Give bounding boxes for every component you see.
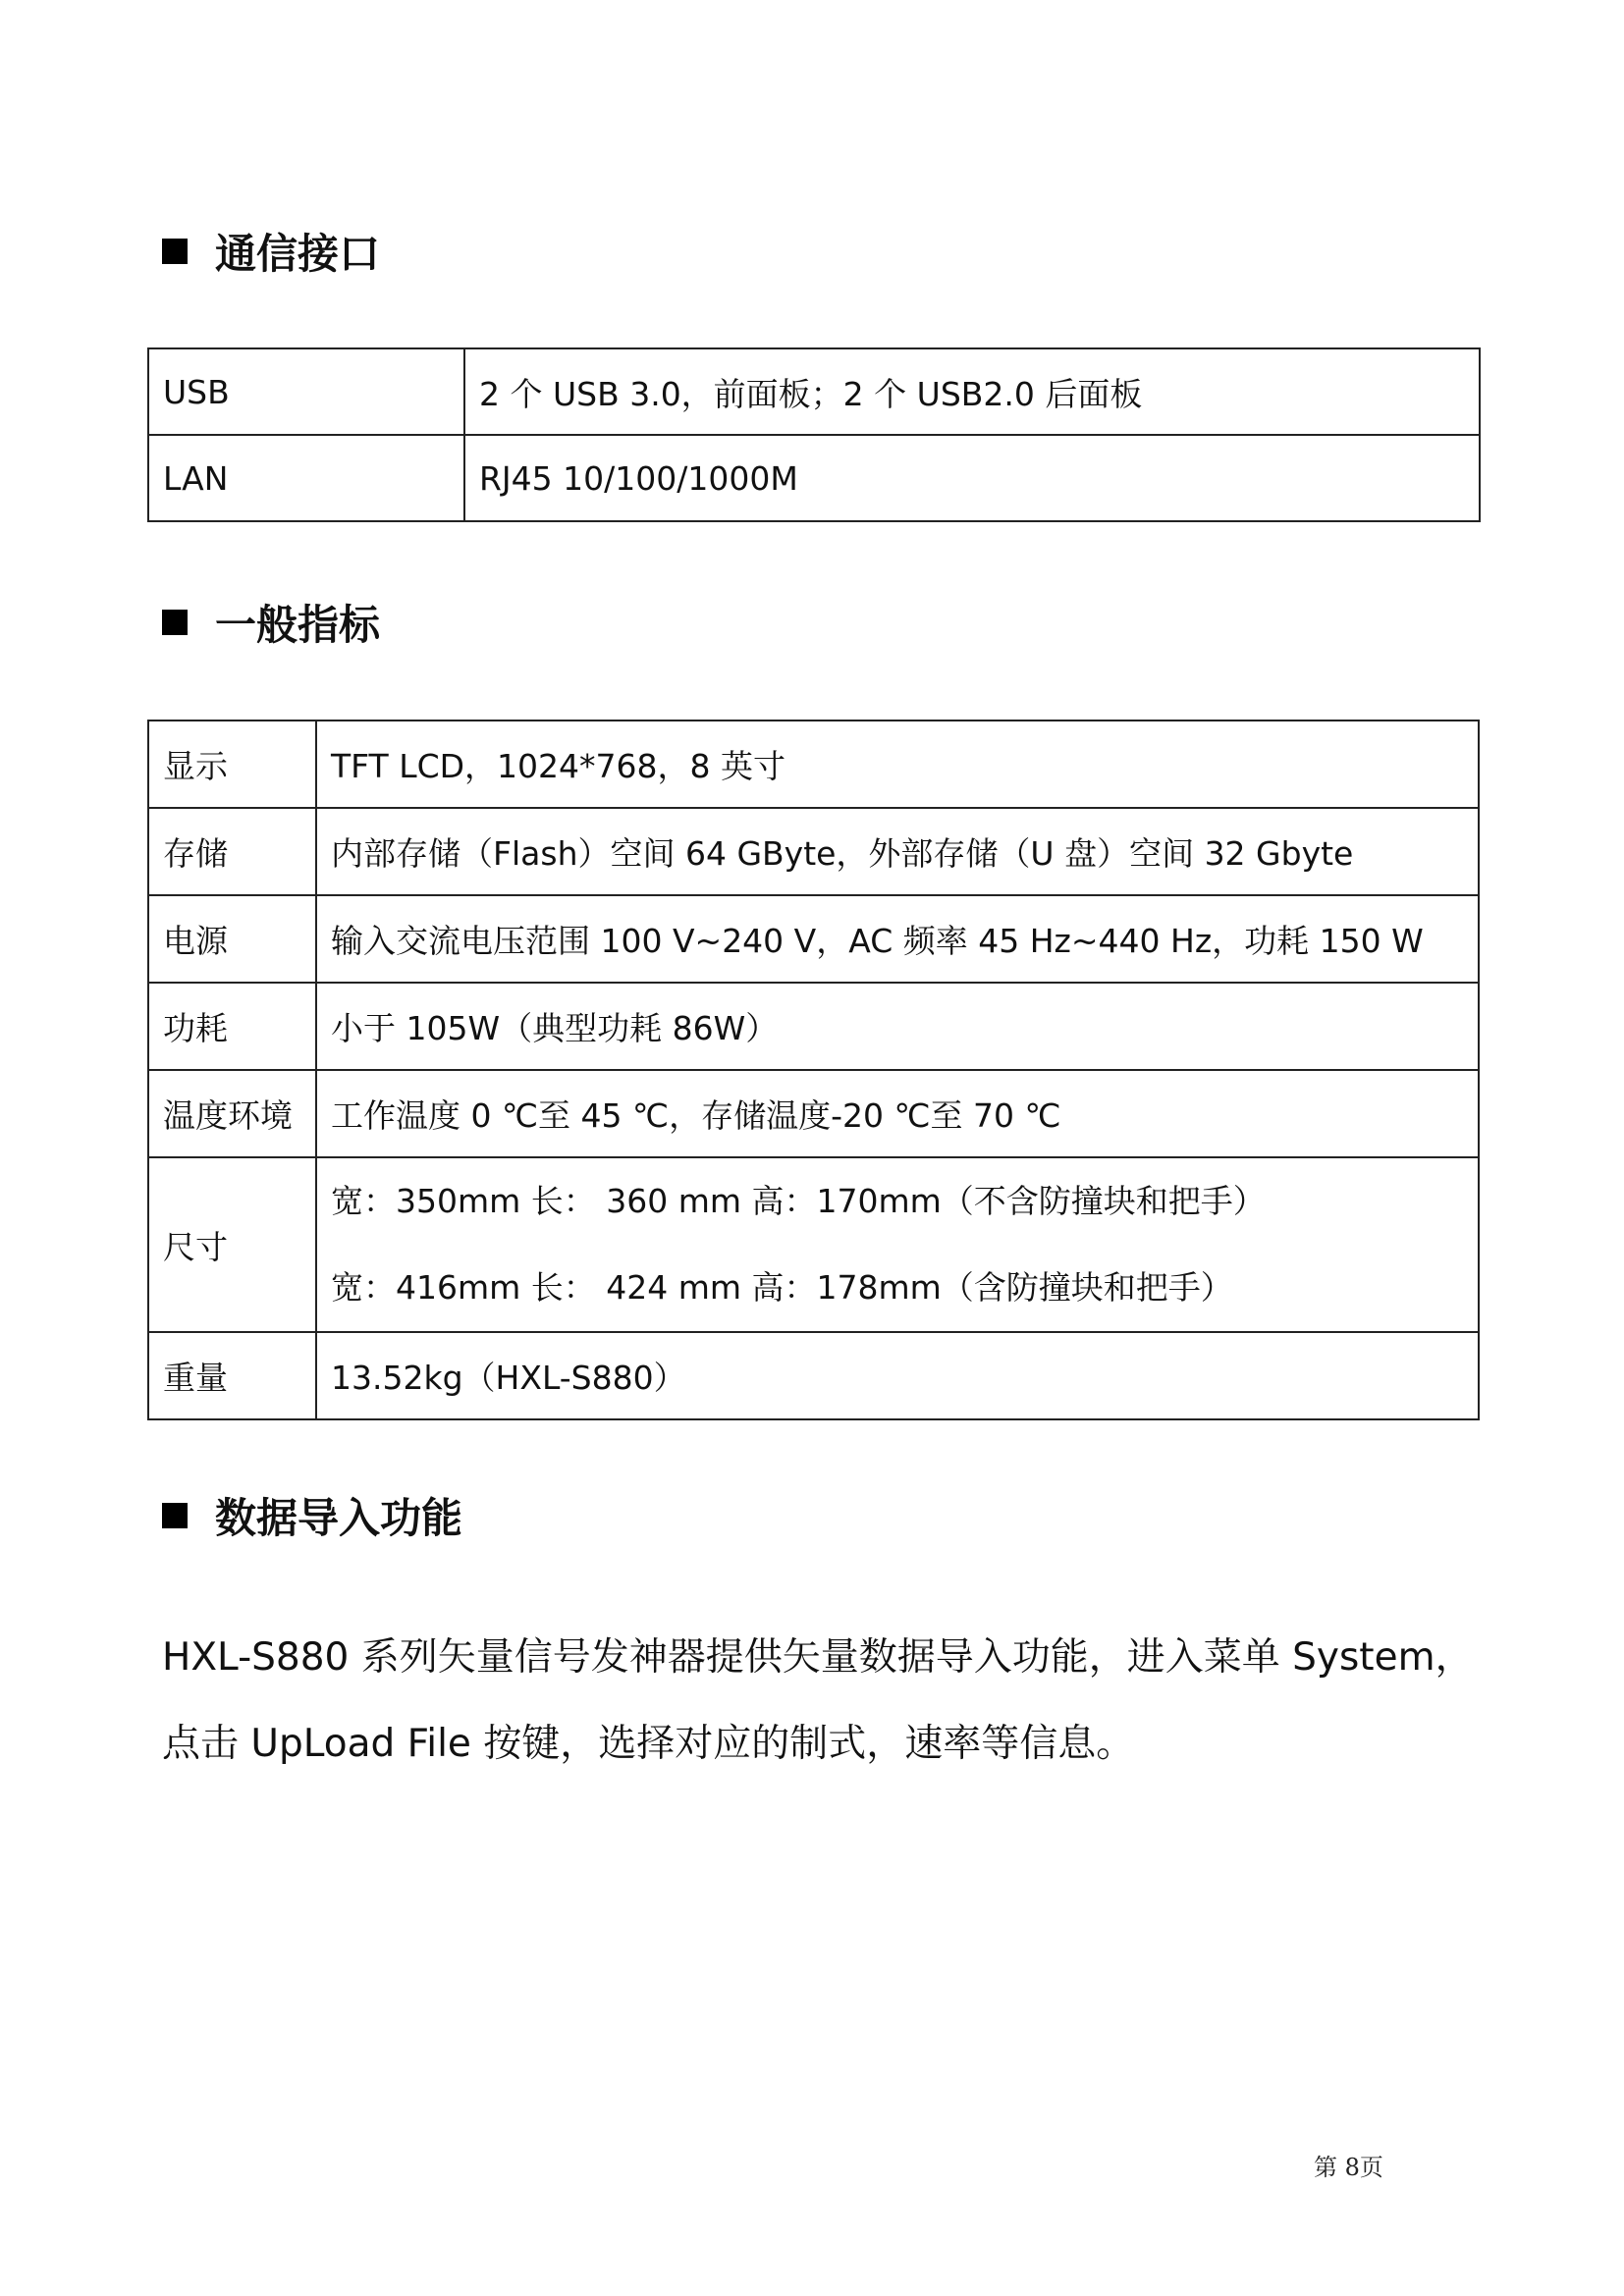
table-row [148,895,1479,983]
row-value: RJ45 10/100/1000M [464,435,1480,521]
row-label: 存储 [148,808,316,895]
row-value [316,1157,1479,1332]
row-label: LAN [148,435,464,521]
table-row [148,721,1479,808]
section-title: 数据导入功能 [215,1494,463,1542]
row-label: 温度环境 [148,1070,316,1157]
row-label: 显示 [148,721,316,808]
general-spec-table [147,720,1480,1420]
page-number: 第 8页 [1314,2154,1383,2181]
row-value: TFT LCD，1024*768，8 英寸 [316,721,1479,808]
row-label: 重量 [148,1332,316,1419]
row-label: 尺寸 [148,1157,316,1332]
row-label: 电源 [148,895,316,983]
row-value: 13.52kg（HXL-S880） [316,1332,1479,1419]
section-heading-general [162,593,380,652]
dimension-line-without-bumpers: 宽：350mm 长： 360 mm 高：170mm（不含防撞块和把手） [331,1182,1266,1220]
row-value: 2 个 USB 3.0，前面板；2 个 USB2.0 后面板 [464,348,1480,435]
row-value: 工作温度 0 ℃至 45 ℃，存储温度-20 ℃至 70 ℃ [316,1070,1479,1157]
paragraph-line: 点击 UpLoad File 按键，选择对应的制式，速率等信息。 [162,1722,1135,1766]
square-bullet-icon [162,1503,188,1528]
paragraph-line: HXL-S880 系列矢量信号发神器提供矢量数据导入功能，进入菜单 System， [162,1635,1474,1680]
row-value: 输入交流电压范围 100 V~240 V，AC 频率 45 Hz~440 Hz，功耗 150 W [316,895,1479,983]
comm-interface-table [147,347,1481,522]
table-row [148,1070,1479,1157]
table-row [148,808,1479,895]
section-heading-comm [162,222,380,281]
table-row [148,435,1480,521]
section-title: 通信接口 [215,230,381,278]
row-label: 功耗 [148,983,316,1070]
square-bullet-icon [162,239,188,264]
row-label: USB [148,348,464,435]
section-heading-import [162,1486,462,1545]
table-row [148,983,1479,1070]
section-title: 一般指标 [215,601,381,649]
import-description [162,1615,1474,1788]
table-row [148,1332,1479,1419]
table-row [148,348,1480,435]
row-value: 小于 105W（典型功耗 86W） [316,983,1479,1070]
dimension-line-with-bumpers: 宽：416mm 长： 424 mm 高：178mm（含防撞块和把手） [331,1268,1233,1307]
table-row [148,1157,1479,1332]
row-value: 内部存储（Flash）空间 64 GByte，外部存储（U 盘）空间 32 Gbyte [316,808,1479,895]
square-bullet-icon [162,610,188,635]
